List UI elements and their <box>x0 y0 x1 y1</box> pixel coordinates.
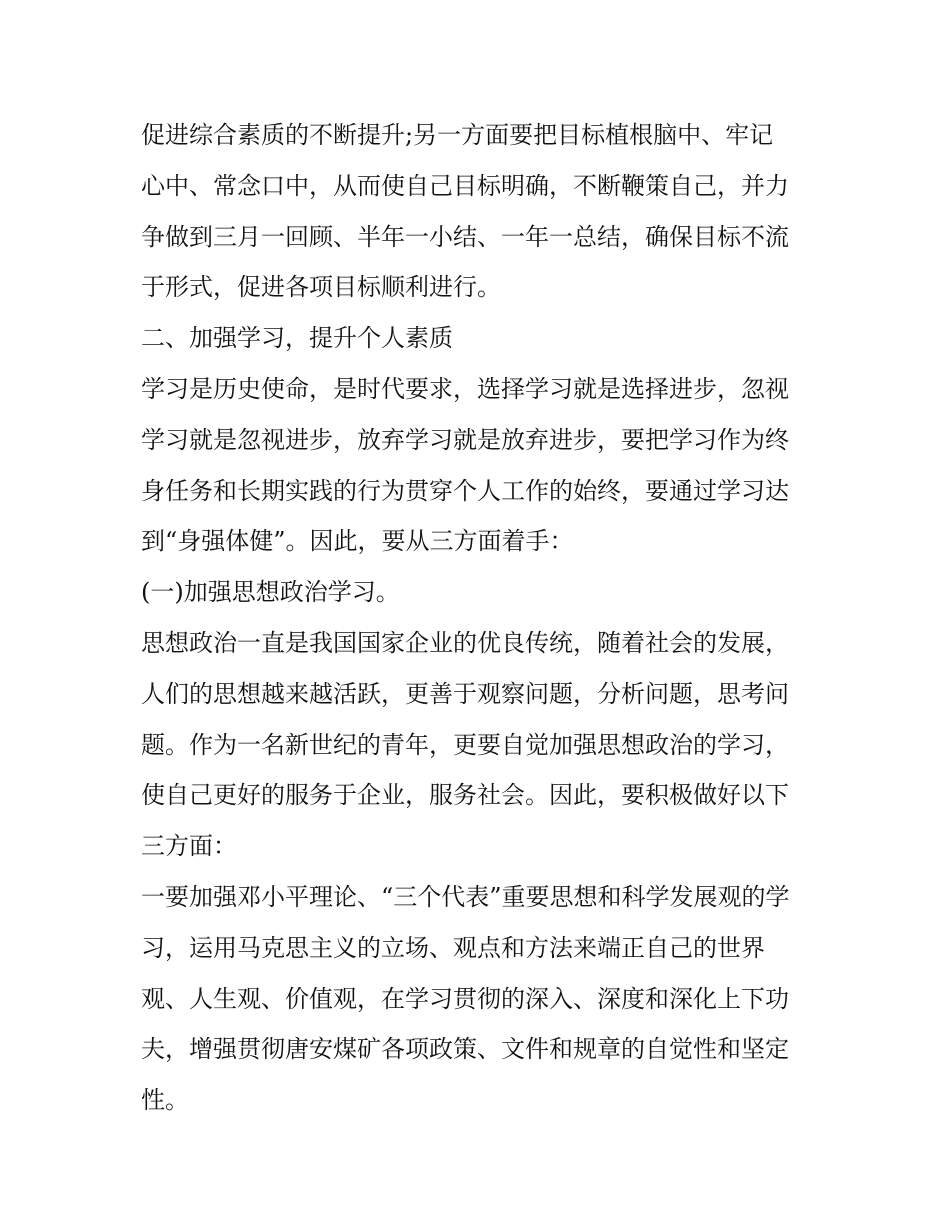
text-line: 促进综合素质的不断提升;另一方面要把目标植根脑中、牢记 <box>141 121 774 149</box>
section-heading: 二、加强学习，提升个人素质 <box>141 324 453 353</box>
text-line: 心中、常念口中，从而使自己目标明确，不断鞭策自己，并力 <box>141 171 789 200</box>
text-line: 一要加强邓小平理论、“三个代表”重要思想和科学发展观的学 <box>141 882 790 911</box>
text-line: 题。作为一名新世纪的青年，更要自觉加强思想政治的学习， <box>141 730 789 759</box>
text-line: 思想政治一直是我国国家企业的优良传统，随着社会的发展， <box>141 628 789 657</box>
text-line: 到“身强体健”。因此，要从三方面着手： <box>141 527 574 556</box>
text-line: 身任务和长期实践的行为贯穿个人工作的始终，要通过学习达 <box>141 476 789 505</box>
text-line: 性。 <box>141 1086 189 1115</box>
text-line: 观、人生观、价值观，在学习贯彻的深入、深度和深化上下功 <box>141 984 789 1013</box>
text-line: 三方面： <box>141 832 237 861</box>
text-line: 争做到三月一回顾、半年一小结、一年一总结，确保目标不流 <box>141 222 789 251</box>
text-line: 夫，增强贯彻唐安煤矿各项政策、文件和规章的自觉性和坚定 <box>141 1035 789 1064</box>
text-line: 学习就是忽视进步，放弃学习就是放弃进步，要把学习作为终 <box>141 425 789 454</box>
subsection-heading: (一)加强思想政治学习。 <box>141 578 400 607</box>
text-line: 习，运用马克思主义的立场、观点和方法来端正自己的世界 <box>141 933 765 962</box>
document-body <box>141 110 821 1126</box>
text-line: 于形式，促进各项目标顺利进行。 <box>141 273 501 302</box>
text-line: 人们的思想越来越活跃，更善于观察问题，分析问题，思考问 <box>141 679 789 708</box>
text-line: 使自己更好的服务于企业，服务社会。因此，要积极做好以下 <box>141 781 789 810</box>
text-line: 学习是历史使命，是时代要求，选择学习就是选择进步，忽视 <box>141 374 789 403</box>
